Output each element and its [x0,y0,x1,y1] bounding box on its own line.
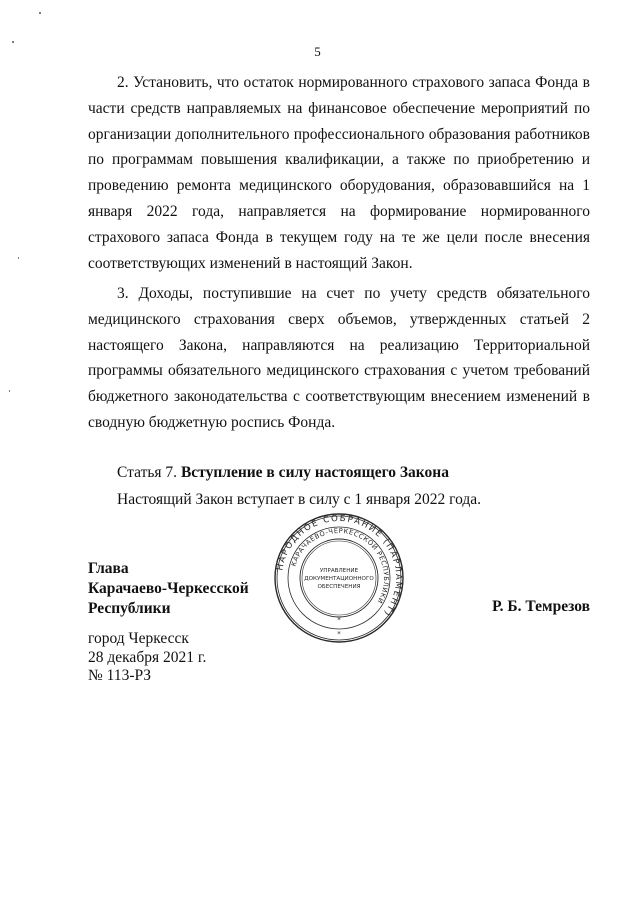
page-number: 5 [314,44,321,59]
signatory-name: Р. Б. Темрезов [492,598,590,615]
seal-center-line-3: ОБЕСПЕЧЕНИЯ [317,584,361,590]
signatory-title [88,559,249,619]
signatory-title-line-1: Глава [88,560,129,577]
paragraph-2: 2. Установить, что остаток нормированного страхового запаса Фонда в части средств направляемых на финансовое обеспечение мероприятий по организации дополнительного профессионального образования работников по программам повышения квалификации, а также по приобретению и проведению ремонта медицинского оборудования, образовавшийся на 1 января 2022 года, направляется на формирование нормированного страхового запаса Фонда в текущем году на те же цели после внесения соответствующих изменений в настоящий Закон. [88,74,590,272]
official-seal-stamp [273,512,405,644]
paragraph-3: 3. Доходы, поступившие на счет по учету средств обязательного медицинского страхования сверх объемов, утвержденных статьей 2 настоящего Закона, направляются на реализацию Территориальной программы обязательного медицинского страхования с учетом требований бюджетного законодательства с соответствующим внесением изменений в сводную бюджетную роспись Фонда. [88,285,590,431]
scan-speck [39,12,41,14]
city: город Черкесск [88,630,189,647]
scan-speck [9,390,10,392]
svg-text:*: * [337,630,341,638]
date: 28 декабря 2021 г. [88,648,207,666]
scan-speck [12,41,14,43]
article-prefix: Статья 7. [117,464,181,481]
scan-speck [18,257,19,259]
article-body: Настоящий Закон вступает в силу с 1 января 2022 года. [117,491,482,508]
signatory-title-line-2: Карачаево-Черкесской [88,580,249,597]
seal-inner-text: КАРАЧАЕВО-ЧЕРКЕССКОЙ РЕСПУБЛИКИ [289,526,391,606]
seal-center-line-1: УПРАВЛЕНИЕ [319,568,359,574]
signatory-title-line-3: Республики [88,600,171,617]
svg-text:*: * [337,616,341,624]
law-number: № 113-РЗ [88,667,152,684]
article-title: Вступление в силу настоящего Закона [180,464,449,481]
seal-outer-text: НАРОДНОЕ СОБРАНИЕ (ПАРЛАМЕНТ) [275,513,404,619]
article-heading [117,461,449,485]
seal-center-line-2: ДОКУМЕНТАЦИОННОГО [304,576,374,582]
place-date-number [88,630,206,686]
